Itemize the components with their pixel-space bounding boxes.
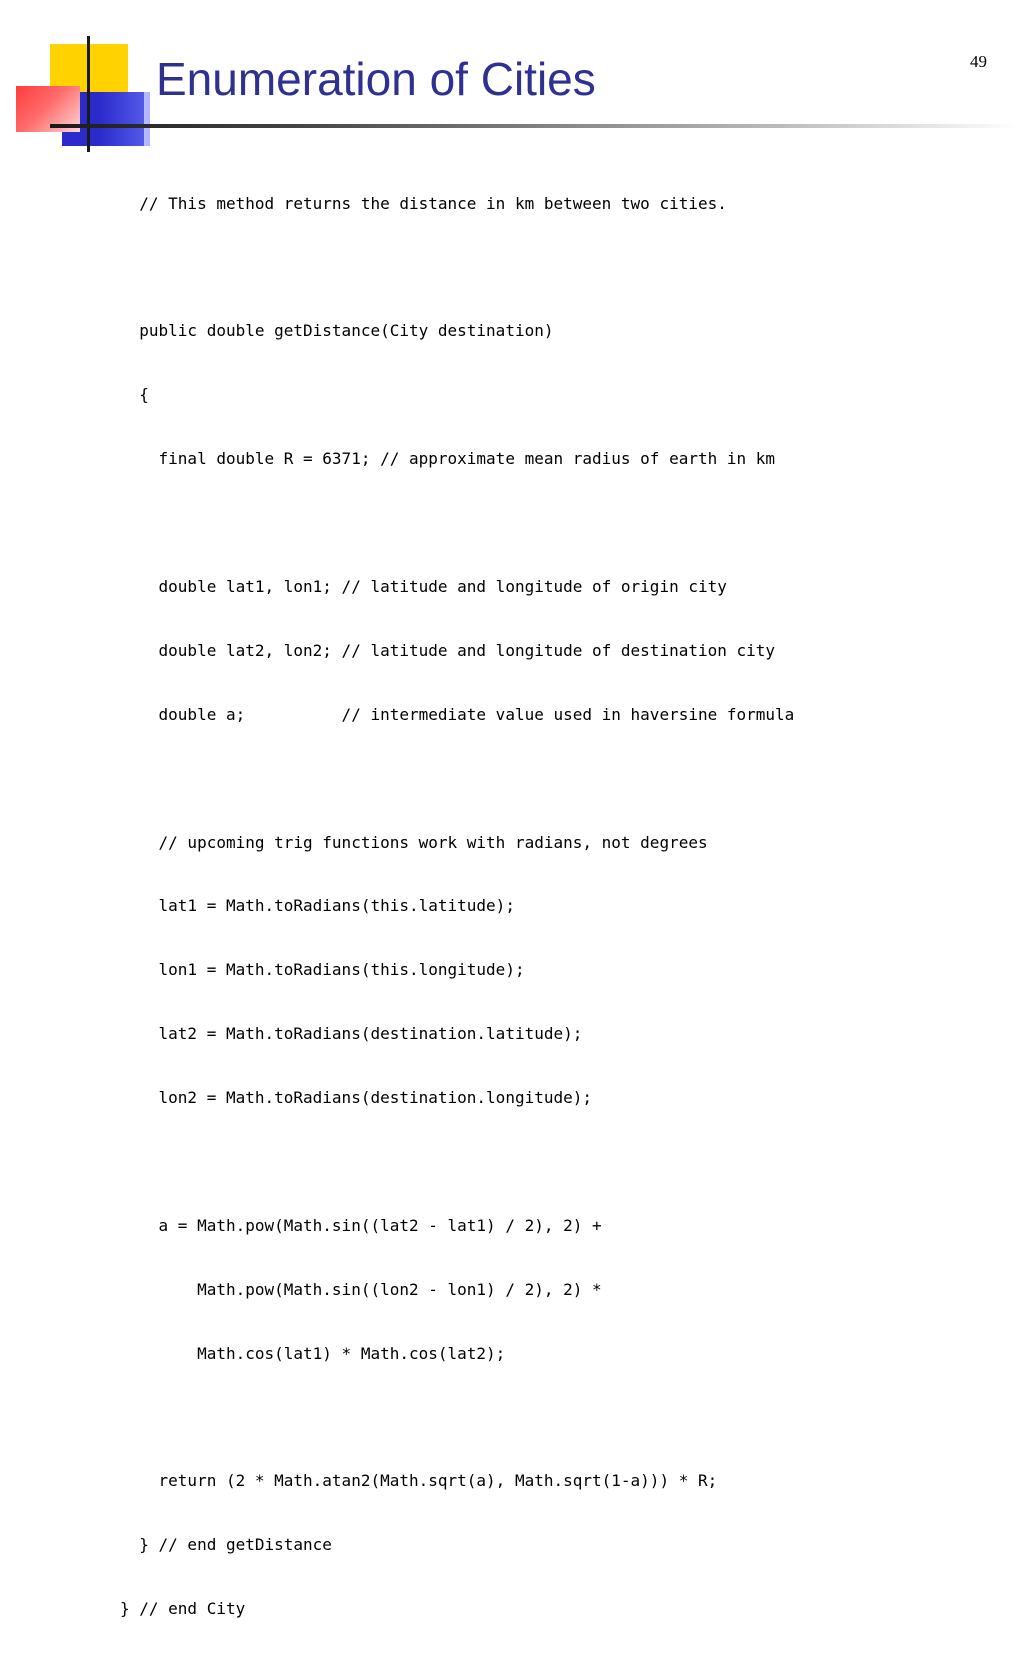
code-line: return (2 * Math.atan2(Math.sqrt(a), Math.sqrt(1-a))) * R; bbox=[120, 1471, 718, 1491]
code-line: Math.pow(Math.sin((lon2 - lon1) / 2), 2) * bbox=[120, 1279, 602, 1299]
logo-vertical-line bbox=[87, 36, 90, 152]
slide-logo-decoration bbox=[0, 0, 160, 160]
page-number: 49 bbox=[970, 52, 987, 71]
code-line: lon2 = Math.toRadians(destination.longitude); bbox=[120, 1088, 593, 1108]
code-line bbox=[120, 1407, 794, 1428]
code-line: } // end City bbox=[120, 1599, 246, 1619]
code-line bbox=[120, 512, 794, 533]
code-line: double lat1, lon1; // latitude and longitude of origin city bbox=[120, 576, 727, 596]
code-line: double lat2, lon2; // latitude and longitude of destination city bbox=[120, 640, 776, 660]
code-line: final double R = 6371; // approximate mean radius of earth in km bbox=[120, 449, 776, 469]
code-block bbox=[120, 150, 794, 1662]
code-line: lat1 = Math.toRadians(this.latitude); bbox=[120, 896, 515, 916]
code-line bbox=[120, 256, 794, 277]
code-line bbox=[120, 768, 794, 789]
title-underline-rule bbox=[50, 124, 1020, 128]
code-line: // upcoming trig functions work with radians, not degrees bbox=[120, 832, 708, 852]
code-line: a = Math.pow(Math.sin((lat2 - lat1) / 2), 2) + bbox=[120, 1215, 602, 1235]
code-line: public double getDistance(City destination) bbox=[120, 321, 554, 341]
code-line: } // end getDistance bbox=[120, 1535, 332, 1555]
code-line: { bbox=[120, 385, 149, 405]
code-line: lon1 = Math.toRadians(this.longitude); bbox=[120, 960, 525, 980]
code-line bbox=[120, 1151, 794, 1172]
code-line: double a; // intermediate value used in haversine formula bbox=[120, 704, 795, 724]
code-line: lat2 = Math.toRadians(destination.latitude); bbox=[120, 1024, 583, 1044]
code-line: Math.cos(lat1) * Math.cos(lat2); bbox=[120, 1343, 506, 1363]
code-line: // This method returns the distance in km between two cities. bbox=[120, 193, 727, 213]
logo-blue-fade bbox=[100, 92, 150, 146]
slide-title: Enumeration of Cities bbox=[156, 53, 596, 105]
